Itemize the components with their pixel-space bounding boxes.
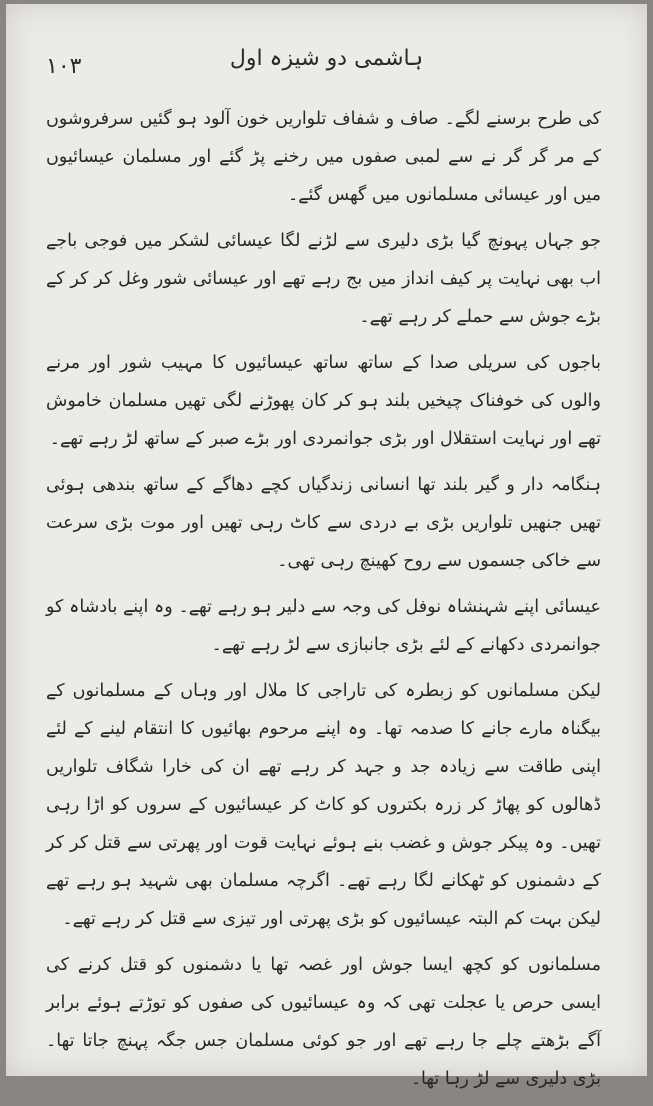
body-text (46, 100, 601, 1106)
page-header (36, 46, 617, 86)
paragraph: جو جہاں پہونچ گیا بڑی دلیری سے لڑنے لگا عیسائی لشکر میں فوجی باجے اب بھی نہایت پر کیف انداز میں بج رہے تھے اور عیسائی شور وغل کر کر کے بڑے جوش سے حملے کر رہے تھے۔ (46, 231, 601, 327)
paragraph: کی طرح برسنے لگے۔ صاف و شفاف تلواریں خون آلود ہو گئیں سرفروشوں کے مر گر گر نے سے لمبی صفوں میں رخنے پڑ گئے اور مسلمان عیسائیوں میں اور عیسائی مسلمانوں میں گھس گئے۔ (46, 109, 601, 205)
running-title: ہاشمی دو شیزہ اول (229, 46, 424, 71)
paragraph: باجوں کی سریلی صدا کے ساتھ ساتھ عیسائیوں کا مہیب شور اور مرنے والوں کی خوفناک چیخیں بلند ہو کر کان پھوڑنے لگی تھیں مسلمان خاموش تھے اور نہایت استقلال اور بڑی جوانمردی اور بڑے صبر کے ساتھ لڑ رہے تھے۔ (46, 353, 601, 449)
paragraph: عیسائی اپنے شہنشاہ نوفل کی وجہ سے دلیر ہو رہے تھے۔ وہ اپنے بادشاہ کو جوانمردی دکھانے کے لئے بڑی جانبازی سے لڑ رہے تھے۔ (46, 597, 601, 655)
book-page (6, 4, 647, 1089)
paragraph: لیکن مسلمانوں کو زبطرہ کی تاراجی کا ملال اور وہاں کے مسلمانوں کے بیگناہ مارے جانے کا صدمہ تھا۔ وہ اپنے مرحوم بھائیوں کا انتقام لینے کے لئے اپنی طاقت سے زیادہ جد و جہد کر رہے تھے ان کی خارا شگاف تلواریں ڈھالوں کو پھاڑ کر زرہ بکتروں کو کاٹ کر عیسائیوں کے سروں کو اڑا رہی تھیں۔ وہ پیکر جوش و غضب بنے ہوئے نہایت قوت اور پھرتی سے قتل کر کر کے دشمنوں کو ٹھکانے لگا رہے تھے۔ اگرچہ مسلمان بھی شہید ہو رہے تھے لیکن بہت کم البتہ عیسائیوں کو بڑی پھرتی اور تیزی سے قتل کر رہے تھے۔ (46, 681, 601, 929)
page-number: ۱۰۳ (46, 54, 82, 79)
paragraph: ہنگامہ دار و گیر بلند تھا انسانی زندگیاں کچے دھاگے کے ساتھ بندھی ہوئی تھیں جنھیں تلواریں بڑی بے دردی سے کاٹ رہی تھیں اور موت بڑی سرعت سے خاکی جسموں سے روح کھینچ رہی تھی۔ (46, 475, 601, 571)
paragraph: مسلمانوں کو کچھ ایسا جوش اور غصہ تھا یا دشمنوں کو قتل کرنے کی ایسی حرص یا عجلت تھی کہ وہ عیسائیوں کی صفوں کو توڑتے ہوئے برابر آگے بڑھتے چلے جا رہے تھے اور جو کوئی مسلمان جس جگہ پہنچ جاتا تھا۔ بڑی دلیری سے لڑ رہا تھا۔ (46, 955, 601, 1089)
